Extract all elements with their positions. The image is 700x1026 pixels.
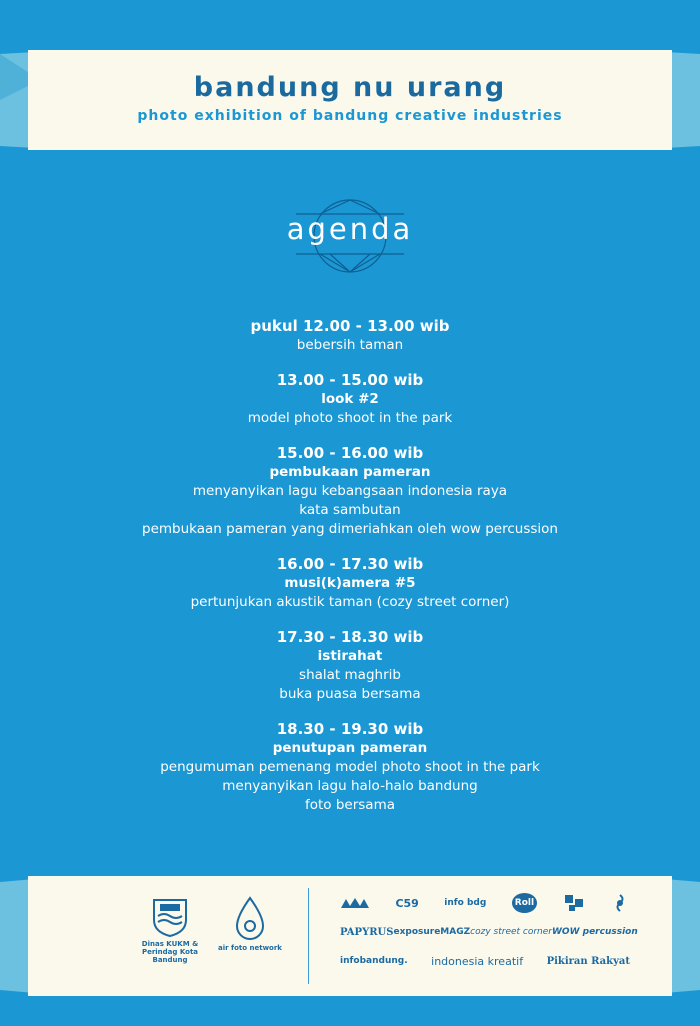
agenda-time: 16.00 - 17.30 wib — [276, 555, 424, 573]
agenda-block — [60, 554, 640, 612]
page-title: bandung nu urang — [193, 72, 507, 103]
sponsor-logo: C59 — [395, 896, 419, 910]
agenda-item: kata sambutan — [299, 502, 401, 518]
agenda-time: 15.00 - 16.00 wib — [276, 444, 424, 462]
agenda-block — [60, 316, 640, 355]
sponsor-logo: Pikiran Rakyat — [546, 955, 630, 967]
sponsor-logo: exposureMAGZ — [393, 927, 471, 937]
agenda-name: penutupan pameran — [272, 740, 428, 756]
sponsor-row — [340, 890, 630, 916]
agenda-time: pukul 12.00 - 13.00 wib — [250, 317, 450, 335]
organizer-city — [128, 896, 212, 964]
sponsor-row — [340, 948, 630, 974]
agenda-time: 17.30 - 18.30 wib — [276, 628, 424, 646]
agenda-item: buka puasa bersama — [279, 686, 421, 702]
page-subtitle: photo exhibition of bandung creative industries — [137, 108, 563, 124]
agenda-time: 13.00 - 15.00 wib — [276, 371, 424, 389]
agenda-heading: agenda — [286, 212, 414, 246]
agenda-item: bebersih taman — [296, 337, 404, 353]
sponsor-logo: indonesia kreatif — [431, 954, 524, 968]
sponsor-logo: WOW percussion — [552, 927, 638, 937]
agenda-item: foto bersama — [304, 797, 395, 813]
agenda-item: pembukaan pameran yang dimeriahkan oleh wow percussion — [142, 521, 558, 537]
agenda-block — [60, 719, 640, 815]
agenda-name: musi(k)amera #5 — [284, 575, 416, 591]
sponsor-logo: PAPYRUS — [340, 926, 394, 938]
header-ribbon — [0, 50, 700, 150]
sponsor-logo: Roll — [512, 893, 537, 913]
sponsor-logo: info bdg — [444, 898, 487, 908]
sponsor-logo: infobandung. — [340, 956, 408, 966]
agenda-block — [60, 443, 640, 539]
agenda-name: look #2 — [321, 391, 379, 407]
agenda-name: pembukaan pameran — [269, 464, 431, 480]
city-crest-icon — [150, 896, 190, 938]
sponsor-row — [340, 919, 638, 945]
agenda-item: menyanyikan lagu halo-halo bandung — [222, 778, 478, 794]
agenda-item: shalat maghrib — [299, 667, 401, 683]
sponsor-grid — [340, 890, 638, 977]
agenda-block — [60, 370, 640, 428]
footer-ribbon — [0, 876, 700, 996]
sponsor-logo: cozy street corner — [470, 927, 552, 937]
blocks-logo-icon — [563, 893, 585, 913]
agenda-time: 18.30 - 19.30 wib — [276, 720, 424, 738]
figure-logo-icon — [610, 893, 630, 913]
agenda-item: model photo shoot in the park — [247, 410, 453, 426]
ribbon-band — [28, 876, 672, 996]
agenda-item: pertunjukan akustik taman (cozy street corner) — [190, 594, 510, 610]
water-drop-icon — [233, 896, 267, 942]
agenda-block — [60, 627, 640, 704]
crown-logo-icon — [340, 896, 370, 910]
agenda-item: pengumuman pemenang model photo shoot in the park — [160, 759, 540, 775]
footer-divider — [308, 888, 309, 984]
agenda-name: istirahat — [317, 648, 383, 664]
agenda-list — [60, 316, 640, 830]
organizer-airfoto-label: air foto network — [218, 944, 282, 952]
organizer-airfoto — [218, 896, 282, 952]
agenda-item: menyanyikan lagu kebangsaan indonesia raya — [192, 483, 508, 499]
organizer-city-label: Dinas KUKM & Perindag Kota Bandung — [141, 940, 199, 964]
